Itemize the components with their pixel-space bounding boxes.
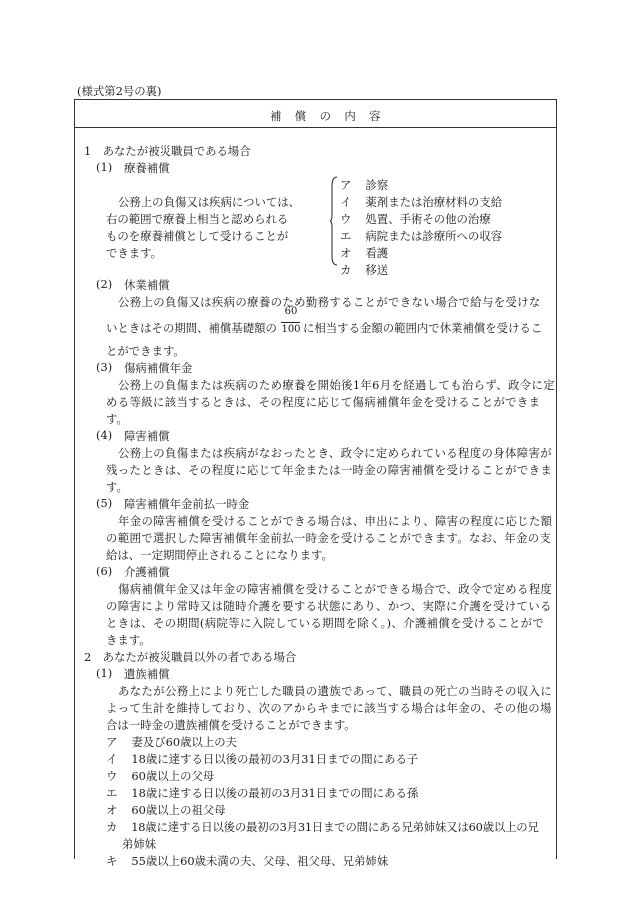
item-number: (5) — [96, 496, 113, 510]
brace-icon — [330, 176, 338, 266]
body-line: よって生計を維持しており、次のアからキまでに該当する場合は年金の、その他の場 — [106, 701, 552, 715]
body-line: ときは、その期間(病院等に入院している期間を除く。)、介護補償を受けることがで — [106, 616, 545, 630]
body-line: める等級に該当するときは、その程度に応じて傷病補償年金を受けることができま — [106, 395, 541, 409]
body-line: 右の範囲で療養上相当と認められる — [106, 212, 289, 226]
list-item: エ 18歳に達する日以後の最初の3月31日までの間にある孫 — [106, 786, 419, 800]
subsection-title: 傷病補償年金 — [124, 361, 193, 375]
subsection-title: 休業補償 — [124, 278, 170, 292]
subsection-title: 介護補償 — [124, 565, 170, 579]
subsection-title: 障害補償 — [124, 429, 170, 443]
subsection-title: 療養補償 — [124, 161, 170, 175]
body-line: 給は、一定期間停止されることになります。 — [106, 548, 333, 562]
section-2-title: 2 あなたが被災職員以外の者である場合 — [84, 650, 297, 664]
list-item: キ 55歳以上60歳未満の夫、父母、祖父母、兄弟姉妹 — [106, 854, 389, 868]
body-line: の範囲で選択した障害補償年金前払一時金を受けることができます。なお、年金の支 — [106, 531, 552, 545]
subsection-title: 障害補償年金前払一時金 — [124, 497, 250, 511]
list-item: カ 18歳に達する日以後の最初の3月31日までの間にある兄弟姉妹又は60歳以上の兄 — [106, 820, 539, 834]
list-item: ア 妻及び60歳以上の夫 — [106, 735, 238, 749]
body-line: できます。 — [106, 246, 163, 260]
title-divider — [74, 127, 557, 128]
body-line: 公務上の負傷または疾病がなおったとき、政令に定められている程度の身体障害が — [118, 446, 552, 460]
body-line: きます。 — [106, 633, 151, 647]
list-item: オ 60歳以上の祖父母 — [106, 803, 226, 817]
body-line: 合は一時金の遺族補償を受けることができます。 — [106, 718, 356, 732]
item-number: (4) — [96, 428, 113, 442]
list-item: カ 移送 — [340, 263, 389, 277]
body-line: 年金の障害補償を受けることができる場合は、申出により、障害の程度に応じた額 — [118, 514, 553, 528]
body-line: す。 — [106, 480, 128, 494]
page-heading: 補 償 の 内 容 — [270, 109, 382, 123]
body-line: いときはその期間、補償基礎額の — [106, 321, 277, 335]
list-item: ア 診察 — [340, 178, 389, 192]
fraction-bar — [281, 322, 300, 323]
form-label: (様式第2号の裏) — [77, 84, 162, 98]
list-item: イ 18歳に達する日以後の最初の3月31日までの間にある子 — [106, 752, 419, 766]
item-number: (1) — [96, 666, 113, 680]
fraction-denominator: 100 — [281, 324, 301, 335]
list-item: ウ 60歳以上の父母 — [106, 769, 215, 783]
body-line: ものを療養補償として受けることが — [106, 229, 289, 243]
body-line: 公務上の負傷または疾病のため療養を開始後1年6月を経過しても治らず、政令に定 — [118, 378, 555, 392]
item-number: (3) — [96, 360, 113, 374]
body-line: の障害により常時又は随時介護を要する状態にあり、かつ、実際に介護を受けている — [106, 599, 552, 613]
list-item: イ 薬剤または治療材料の支給 — [340, 195, 503, 209]
body-line: 残ったときは、その程度に応じて年金または一時金の障害補償を受けることができま — [106, 463, 553, 477]
item-number: (2) — [96, 277, 113, 291]
body-line: 公務上の負傷又は疾病については、 — [118, 195, 301, 209]
fraction-numerator: 60 — [284, 306, 298, 317]
item-number: (6) — [96, 564, 113, 578]
list-item: オ 看護 — [340, 246, 389, 260]
list-item: エ 病院または診療所への収容 — [340, 229, 503, 243]
body-line: す。 — [106, 412, 128, 426]
body-line: とができます。 — [106, 344, 185, 358]
item-number: (1) — [96, 160, 113, 174]
subsection-title: 遺族補償 — [124, 667, 170, 681]
body-line: あなたが公務上により死亡した職員の遺族であって、職員の死亡の当時その収入に — [118, 684, 553, 698]
body-line: に相当する金額の範囲内で休業補償を受けるこ — [303, 321, 543, 335]
list-item-continuation: 弟姉妹 — [122, 837, 157, 851]
body-line: 傷病補償年金又は年金の障害補償を受けることができる場合で、政令で定める程度 — [118, 582, 553, 596]
section-1-title: 1 あなたが被災職員である場合 — [84, 144, 251, 158]
body-line: 公務上の負傷又は疾病の療養のため勤務することができない場合で給与を受けな — [118, 295, 541, 309]
list-item: ウ 処置、手術その他の治療 — [340, 212, 491, 226]
